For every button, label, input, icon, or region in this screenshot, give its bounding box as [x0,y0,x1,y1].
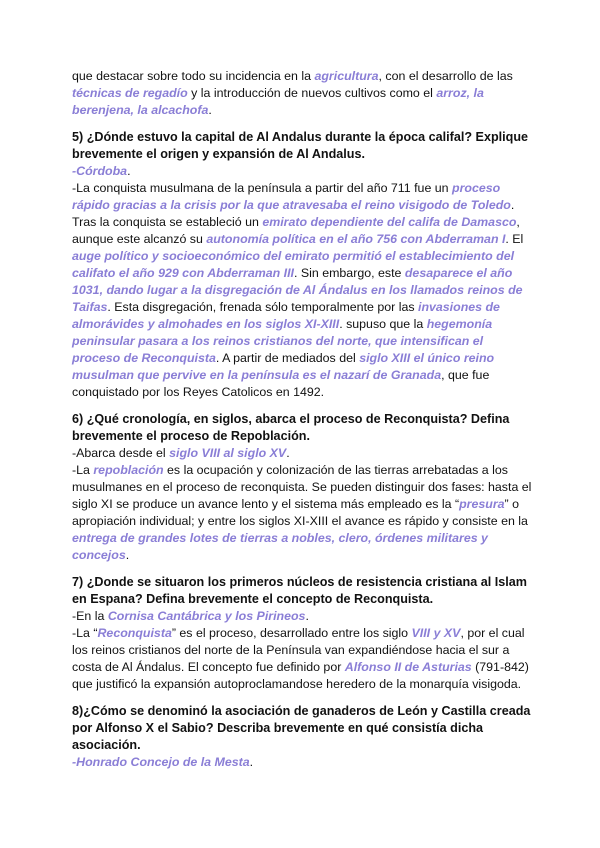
question-7-section [72,574,532,693]
answer-5-explanation [72,180,532,401]
answer-8-mesta [72,754,532,771]
answer-7-location [72,608,532,625]
question-6-heading: 6) ¿Qué cronología, en siglos, abarca el proceso de Reconquista? Defina brevemente el proceso de Repoblación. [72,412,510,443]
text-run: , por el cual los reinos cristianos del norte de la Península van expandiéndose hacia el sur a costa de Al Ándalus. El concepto fue definido por [72,626,525,674]
answer-6-repoblacion [72,462,532,564]
highlighted-text: técnicas de regadío [72,86,188,100]
highlighted-text: arroz, la berenjena, la alcachofa [72,86,484,117]
text-run: . El [505,232,524,246]
text-run: . Sin embargo, este [293,266,405,280]
highlighted-text: autonomía política en el año 756 con Abderraman I [206,232,506,246]
text-run: (791-842) que justificó la expansión autoproclamandose heredero de la monarquía visigoda. [72,660,529,691]
highlighted-text: Cornisa Cantábrica y los Pirineos [107,609,306,623]
highlighted-text: siglo VIII al siglo XV [169,446,287,460]
text-run: . [305,609,309,623]
question-8-heading: 8)¿Cómo se denominó la asociación de ganaderos de León y Castilla creada por Alfonso X el Sabio? Describa brevemente en qué consistía dicha asociación. [72,704,531,752]
highlighted-text: -Honrado Concejo de la Mesta [72,755,250,769]
highlighted-text: -Córdoba [72,164,128,178]
text-run: -En la [72,609,108,623]
text-run: . A partir de mediados del [215,351,360,365]
text-run: ” es el proceso, desarrollado entre los siglo [171,626,412,640]
highlighted-text: invasiones de almorávides y almohades en los siglos XI-XIII [72,300,500,331]
highlighted-text: repoblación [93,463,164,477]
highlighted-text: entrega de grandes lotes de tierras a nobles, clero, órdenes militares y concejos [72,531,488,562]
text-run: -La conquista musulmana de la península a partir del año 711 fue un [72,181,453,195]
text-run: es la ocupación y colonización de las tierras arrebatadas a los musulmanes en el proceso de reconquista. Se pueden distinguir dos fases: hasta el siglo XI se produce un avance lento y el sistema más empleado es la “ [72,463,532,511]
answer-6-chronology [72,445,532,462]
highlighted-text: emirato dependiente del califa de Damasco [262,215,517,229]
text-run: , aunque este alcanzó su [72,215,520,246]
question-5-section [72,129,532,401]
text-run: -Abarca desde el [72,446,170,460]
text-run: . Tras la conquista se estableció un [72,198,515,229]
text-run: . [249,755,254,769]
highlighted-text: Alfonso II de Asturias [344,660,472,674]
text-run: -La [72,463,94,477]
answer-7-reconquista [72,625,532,693]
intro-paragraph [72,68,532,119]
text-run: . supuso que la [339,317,427,331]
highlighted-text: desaparece el año 1031, dando lugar a la disgregación de Al Ándalus en los llamados reinos de Taifas [72,266,523,314]
highlighted-text: hegemonía peninsular pasara a los reinos cristianos del norte, que intensifican el proceso de Reconquista [72,317,493,365]
highlighted-text: proceso rápido gracias a la crisis por la que atravesaba el reino visigodo de Toledo [72,181,511,212]
text-run: ” o apropiación individual; y entre los siglos XI-XIII el avance es rápido y consiste en la [72,497,528,528]
document-page [72,68,532,771]
highlighted-text: siglo XIII el único reino musulman que pervive en la península es el nazarí de Granada [72,351,495,382]
text-run: , con el desarrollo de las [378,69,513,83]
question-8-section [72,703,532,771]
question-7-heading: 7) ¿Donde se situaron los primeros núcleos de resistencia cristiana al Islam en Espana? Defina brevemente el concepto de Reconquista. [72,575,527,606]
text-run: . [286,446,290,460]
highlighted-text: VIII y XV [411,626,461,640]
text-run: . [125,548,130,562]
highlighted-text: presura [459,497,505,511]
question-6-section [72,411,532,564]
text-run: , que fue conquistado por los Reyes Catolicos en 1492. [72,368,490,399]
answer-5-capital [72,163,532,180]
highlighted-text: auge político y socioeconómico del emirato permitió el establecimiento del califato el año 929 con Abderraman III [72,249,515,280]
highlighted-text: agricultura [314,69,379,83]
text-run: que destacar sobre todo su incidencia en la [72,69,315,83]
question-5-heading: 5) ¿Dónde estuvo la capital de Al Andalus durante la época califal? Explique brevemente el origen y expansión de Al Andalus. [72,130,529,161]
text-run: . Esta disgregación, frenada sólo temporalmente por las [107,300,418,314]
text-run: . [208,103,212,117]
text-run: -La “ [72,626,98,640]
text-run: y la introducción de nuevos cultivos como el [187,86,437,100]
highlighted-text: Reconquista [97,626,172,640]
text-run: . [127,164,131,178]
